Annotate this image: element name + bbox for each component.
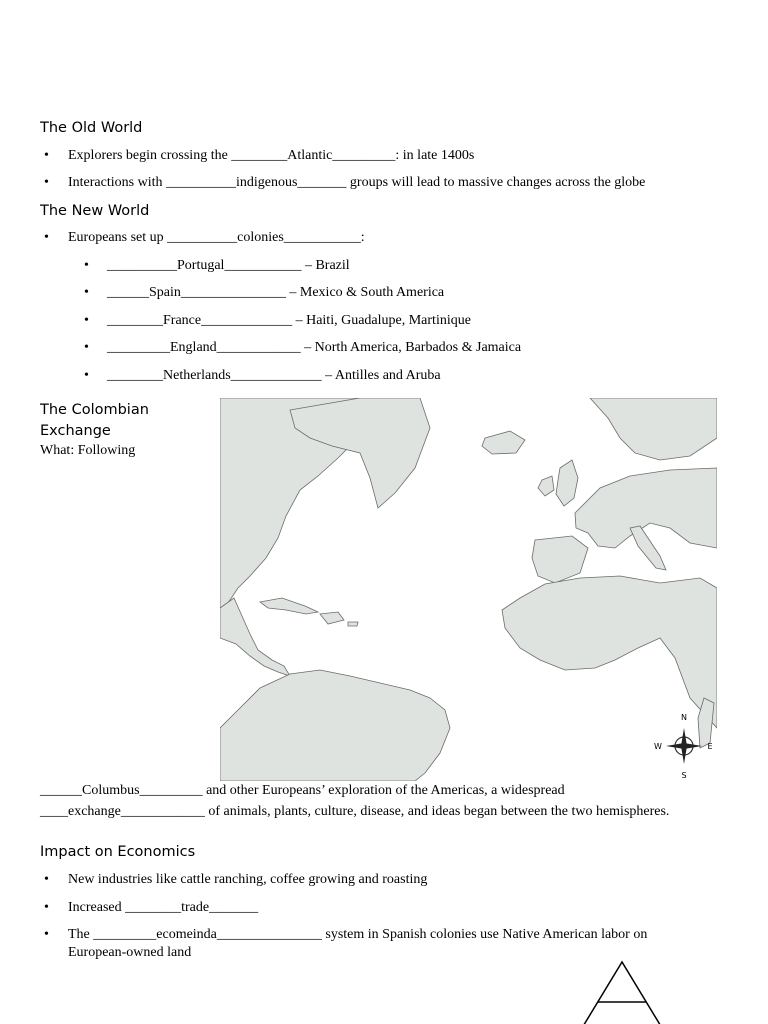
bullet-icon: • — [44, 872, 49, 887]
bullet-icon: • — [84, 368, 89, 383]
columbian-paragraph-line1: ______Columbus_________ and other Europeans’ exploration of the Americas, a widespread — [40, 783, 565, 798]
old-world-bullet-1: Explorers begin crossing the ________Atlantic_________: in late 1400s — [68, 148, 475, 163]
compass-w: W — [654, 742, 662, 751]
triangle-diagram — [580, 958, 670, 1024]
iberia-landmass — [532, 536, 588, 583]
old-world-bullet-2: Interactions with __________indigenous_______ groups will lead to massive changes across the globe — [68, 175, 646, 190]
bullet-icon: • — [84, 340, 89, 355]
colony-france: ________France_____________ – Haiti, Guadalupe, Martinique — [107, 313, 471, 328]
bullet-icon: • — [44, 230, 49, 245]
heading-new-world: The New World — [40, 203, 150, 219]
colony-england: _________England____________ – North America, Barbados & Jamaica — [107, 340, 522, 355]
mexico-landmass — [220, 598, 290, 676]
economics-bullet-2: Increased ________trade_______ — [68, 900, 259, 915]
colony-portugal: __________Portugal___________ – Brazil — [107, 258, 350, 273]
heading-columbian-exchange-line1: The Colombian — [40, 402, 149, 418]
columbian-paragraph-line2: ____exchange____________ of animals, plants, culture, disease, and ideas began between the two hemispheres. — [40, 804, 670, 819]
bullet-icon: • — [84, 285, 89, 300]
atlantic-map — [220, 398, 717, 781]
cuba-landmass — [260, 598, 318, 614]
what-label: What: Following — [40, 443, 136, 458]
compass-s: S — [681, 771, 687, 780]
new-world-bullet: Europeans set up __________colonies___________: — [68, 230, 365, 245]
bullet-icon: • — [44, 927, 49, 942]
africa-landmass — [502, 576, 717, 728]
atlantic-map-svg — [220, 398, 717, 781]
bullet-icon: • — [84, 258, 89, 273]
bullet-icon: • — [44, 175, 49, 190]
britain-landmass — [556, 460, 578, 506]
iceland-landmass — [482, 431, 525, 454]
colony-spain: ______Spain_______________ – Mexico & South America — [107, 285, 445, 300]
puerto-rico-landmass — [348, 622, 358, 626]
scandinavia-landmass — [590, 398, 717, 460]
hispaniola-landmass — [320, 612, 344, 624]
ireland-landmass — [538, 476, 554, 496]
compass-n: N — [681, 713, 687, 722]
colony-netherlands: ________Netherlands_____________ – Antilles and Aruba — [107, 368, 441, 383]
bullet-icon: • — [44, 900, 49, 915]
heading-columbian-exchange-line2: Exchange — [40, 423, 111, 439]
bullet-icon: • — [44, 148, 49, 163]
bullet-icon: • — [84, 313, 89, 328]
compass-e: E — [707, 742, 713, 751]
south-america-landmass — [220, 670, 450, 781]
heading-impact-economics: Impact on Economics — [40, 844, 196, 860]
economics-bullet-1: New industries like cattle ranching, coffee growing and roasting — [68, 872, 428, 887]
economics-bullet-3: The _________ecomeinda_______________ system in Spanish colonies use Native American labor on European-owned land — [68, 927, 648, 960]
italy-landmass — [630, 526, 666, 570]
heading-old-world: The Old World — [40, 120, 143, 136]
